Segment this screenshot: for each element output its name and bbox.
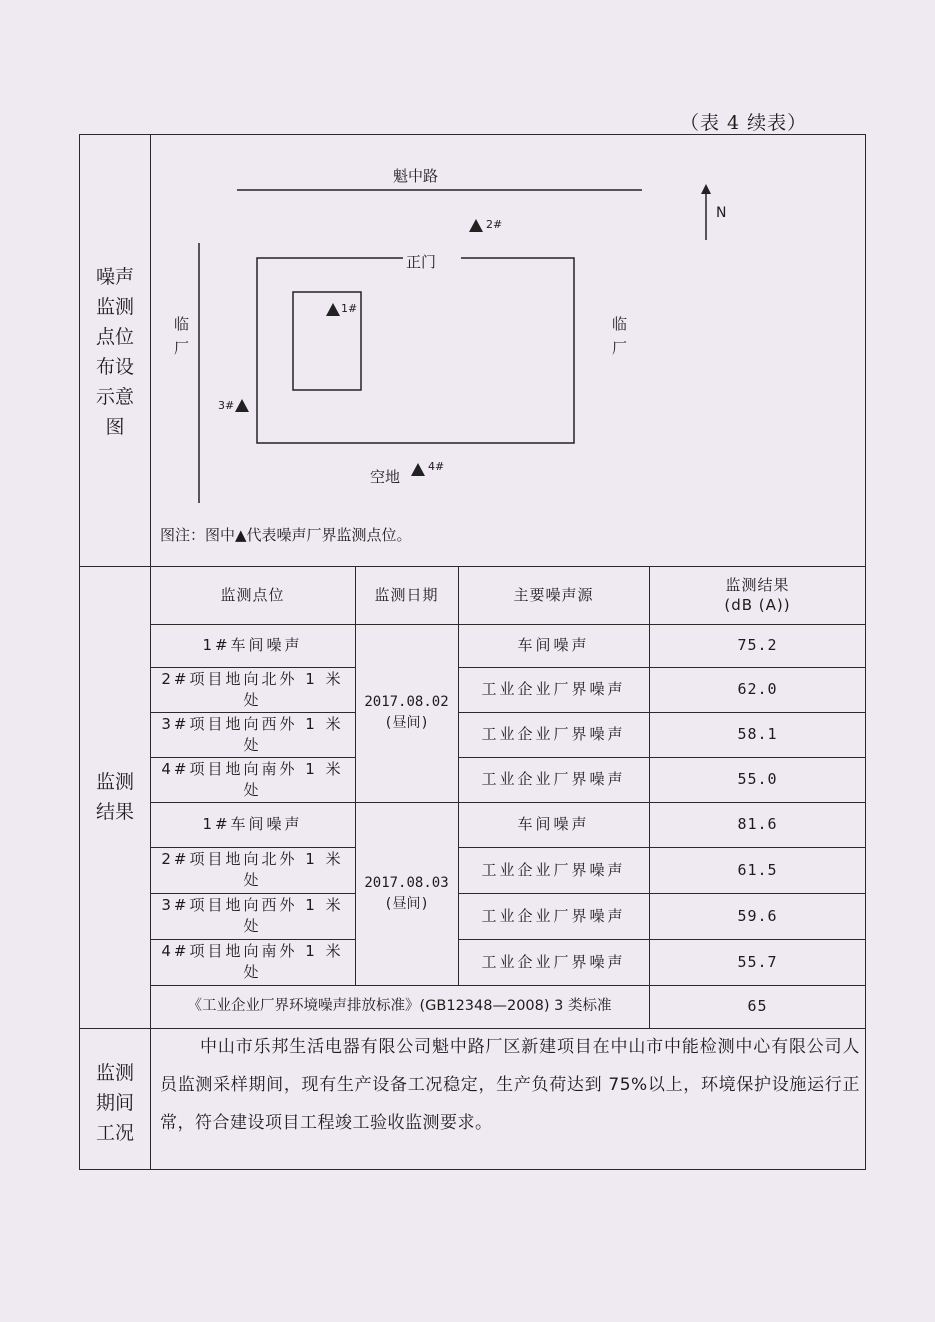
source-cell: 工业企业厂界噪声 [481, 680, 626, 698]
result-cell: 75.2 [737, 636, 778, 654]
standard-label: 《工业企业厂界环境噪声排放标准》(GB12348—2008) 3 类标准 [187, 998, 612, 1014]
source-cell: 工业企业厂界噪声 [481, 860, 626, 879]
result-cell: 58.1 [737, 725, 778, 743]
location-cell: 1#车间噪声 [202, 815, 303, 833]
location-cell: 1#车间噪声 [202, 636, 303, 654]
point-label-4: 4# [428, 460, 445, 473]
standard-value: 65 [747, 997, 768, 1015]
conditions-section-label: 监测期间工况 [95, 1062, 134, 1144]
source-cell: 车间噪声 [517, 636, 590, 654]
header-source: 主要噪声源 [513, 585, 594, 604]
point-label-2: 2# [486, 218, 503, 231]
layout-section-label: 噪声监测点位布设示意图 [95, 266, 134, 438]
west-neighbor-label: 临厂 [174, 315, 190, 357]
location-cell: 3#项目地向西外 1 米处 [161, 714, 344, 754]
location-cell: 4#项目地向南外 1 米处 [161, 759, 344, 799]
result-cell: 61.5 [737, 860, 778, 879]
result-cell: 55.7 [737, 952, 778, 971]
conditions-paragraph: 中山市乐邦生活电器有限公司魁中路厂区新建项目在中山市中能检测中心有限公司人员监测采样期间，现有生产设备工况稳定，生产负荷达到 75%以上，环境保护设施运行正常，符合建设项目工程竣工验收监测要求。 [160, 1037, 860, 1133]
table-caption: （表 4 续表） [680, 112, 808, 134]
header-result: 监测结果 (dB (A)) [724, 576, 791, 614]
source-cell: 工业企业厂界噪声 [481, 952, 626, 971]
header-location: 监测点位 [220, 585, 285, 604]
point-label-1: 1# [341, 302, 358, 315]
date-cell: 2017.08.03 (昼间) [364, 874, 449, 912]
location-cell: 2#项目地向北外 1 米处 [161, 850, 344, 889]
result-cell: 81.6 [737, 815, 778, 833]
source-cell: 工业企业厂界噪声 [481, 725, 626, 743]
result-cell: 55.0 [737, 770, 778, 788]
results-section-label: 监测结果 [95, 771, 134, 823]
point-label-3: 3# [218, 399, 235, 412]
road-label: 魁中路 [393, 167, 439, 185]
east-neighbor-label: 临厂 [612, 315, 628, 357]
location-cell: 3#项目地向西外 1 米处 [161, 896, 344, 935]
source-cell: 工业企业厂界噪声 [481, 770, 626, 788]
gate-label: 正门 [406, 253, 437, 271]
south-label: 空地 [370, 468, 401, 486]
map-note: 图注：图中▲代表噪声厂界监测点位。 [160, 526, 412, 544]
source-cell: 车间噪声 [517, 815, 590, 833]
location-cell: 4#项目地向南外 1 米处 [161, 942, 344, 981]
date-cell: 2017.08.02 (昼间) [364, 694, 449, 731]
north-label: N [716, 205, 727, 221]
location-cell: 2#项目地向北外 1 米处 [161, 669, 344, 709]
result-cell: 59.6 [737, 906, 778, 925]
source-cell: 工业企业厂界噪声 [481, 906, 626, 925]
header-date: 监测日期 [374, 585, 439, 604]
result-cell: 62.0 [737, 680, 778, 698]
